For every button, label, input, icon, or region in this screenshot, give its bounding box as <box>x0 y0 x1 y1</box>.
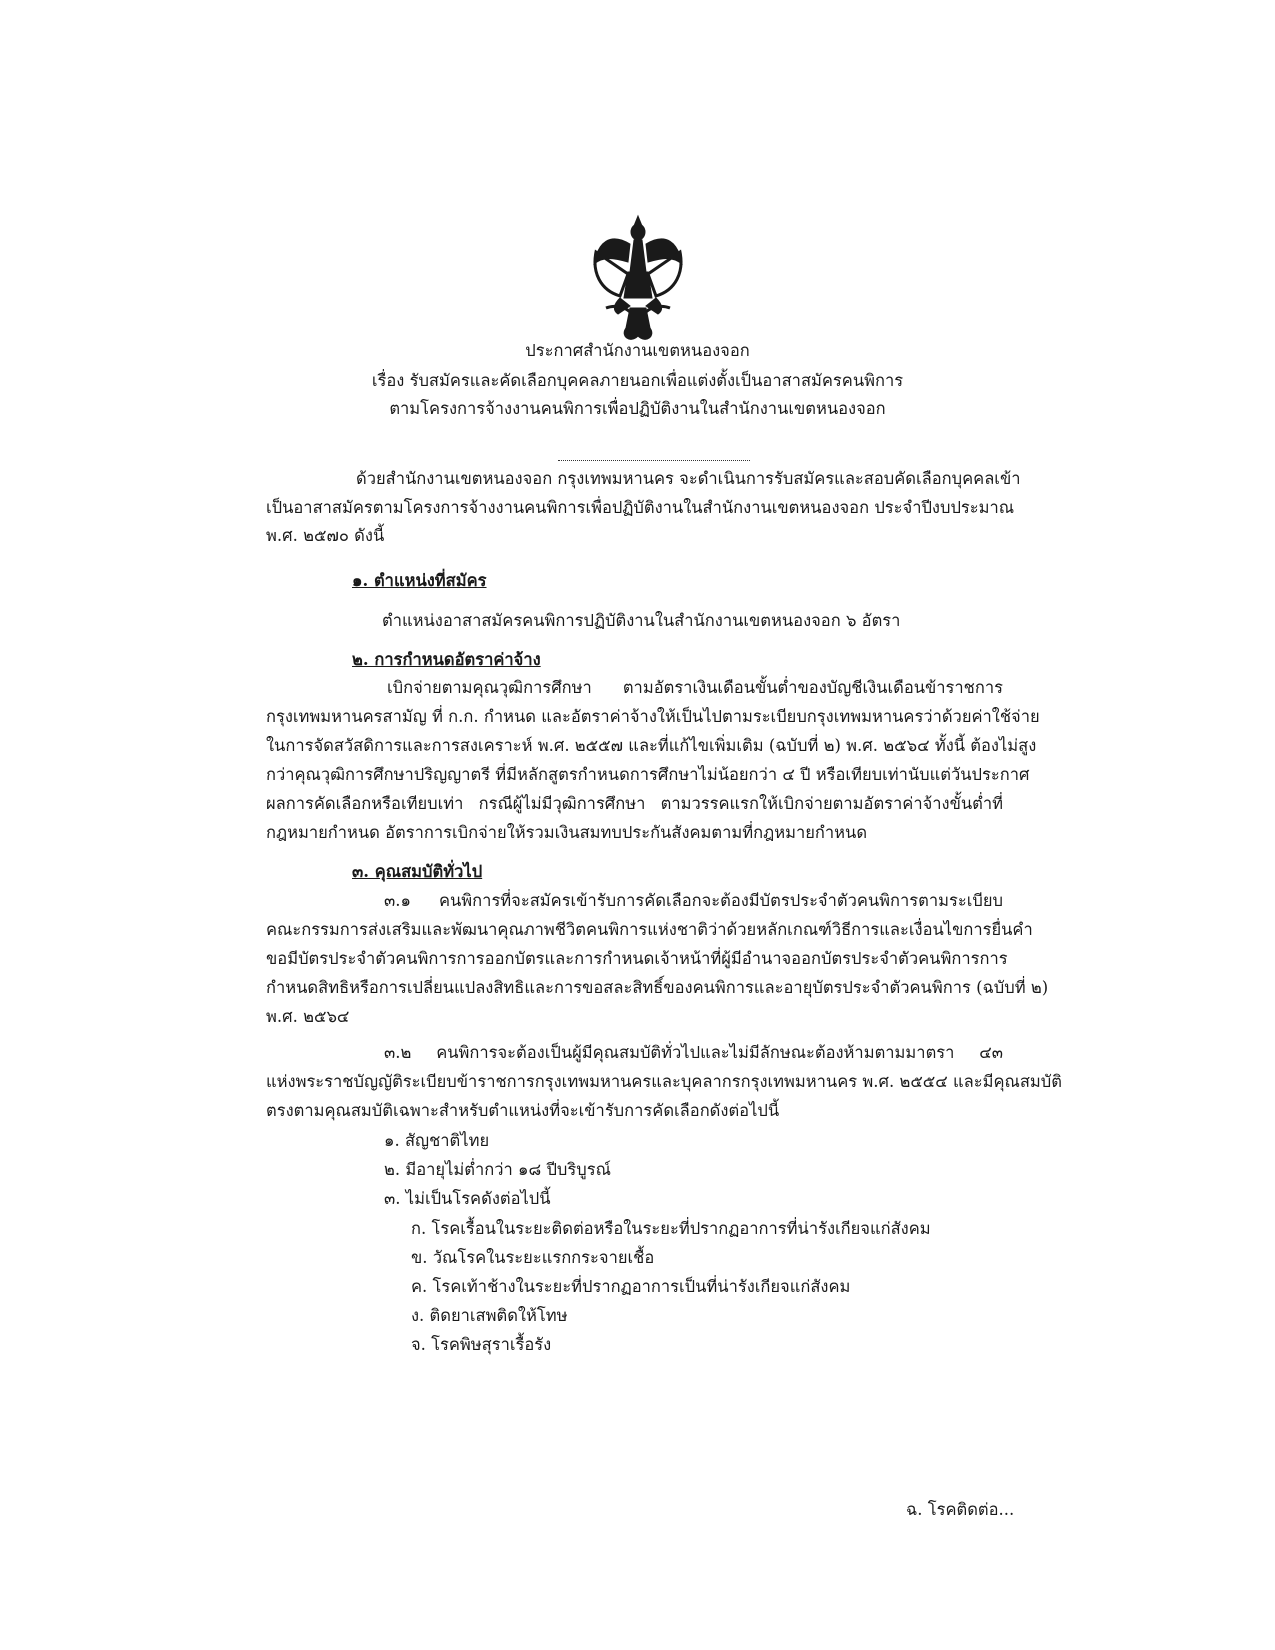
section-2-line: ในการจัดสวัสดิการและการสงเคราะห์ พ.ศ. ๒๕๕๗ และที่แก้ไขเพิ่มเติม (ฉบับที่ ๒) พ.ศ. ๒๕๖๔ ทั้งนี้ ต้องไม่สูง <box>266 736 1037 755</box>
section-2-heading: ๒. การกำหนดอัตราค่าจ้าง <box>352 650 541 669</box>
section-3-1-line: ขอมีบัตรประจำตัวคนพิการการออกบัตรและการกำหนดเจ้าหน้าที่ผู้มีอำนาจออกบัตรประจำตัวคนพิการการ <box>266 949 1008 968</box>
continuation-note: ฉ. โรคติดต่อ... <box>906 1500 1015 1519</box>
announcement-subject-line-2: ตามโครงการจ้างงานคนพิการเพื่อปฏิบัติงานในสำนักงานเขตหนองจอก <box>389 399 886 418</box>
disease-item: จ. โรคพิษสุราเรื้อรัง <box>411 1335 552 1354</box>
qualification-item: ๓. ไม่เป็นโรคดังต่อไปนี้ <box>384 1189 551 1208</box>
section-2-line: กว่าคุณวุฒิการศึกษาปริญญาตรี ที่มีหลักสูตรกำหนดการศึกษาไม่น้อยกว่า ๔ ปี หรือเทียบเท่านับแต่วันประกาศ <box>266 765 1030 784</box>
section-2-line: เบิกจ่ายตามคุณวุฒิการศึกษา ตามอัตราเงินเดือนขั้นต่ำของบัญชีเงินเดือนข้าราชการ <box>387 678 1003 697</box>
intro-line: เป็นอาสาสมัครตามโครงการจ้างงานคนพิการเพื่อปฏิบัติงานในสำนักงานเขตหนองจอก ประจำปีงบประมาณ <box>266 498 1015 517</box>
garuda-emblem-icon <box>590 212 686 346</box>
section-2-line: กฎหมายกำหนด อัตราการเบิกจ่ายให้รวมเงินสมทบประกันสังคมตามที่กฎหมายกำหนด <box>266 823 868 842</box>
header-divider <box>558 460 750 461</box>
announcement-subject-line-1: เรื่อง รับสมัครและคัดเลือกบุคคลภายนอกเพื่อแต่งตั้งเป็นอาสาสมัครคนพิการ <box>371 371 904 390</box>
section-1-heading: ๑. ตำแหน่งที่สมัคร <box>352 571 487 590</box>
disease-item: ข. วัณโรคในระยะแรกกระจายเชื้อ <box>411 1248 655 1267</box>
section-1-body: ตำแหน่งอาสาสมัครคนพิการปฏิบัติงานในสำนักงานเขตหนองจอก ๖ อัตรา <box>382 611 901 630</box>
section-3-1-line: คณะกรรมการส่งเสริมและพัฒนาคุณภาพชีวิตคนพิการแห่งชาติว่าด้วยหลักเกณฑ์วิธีการและเงื่อนไขการยื่นคำ <box>266 920 1033 939</box>
section-3-heading: ๓. คุณสมบัติทั่วไป <box>352 862 483 881</box>
section-2-line: กรุงเทพมหานครสามัญ ที่ ก.ก. กำหนด และอัตราค่าจ้างให้เป็นไปตามระเบียบกรุงเทพมหานครว่าด้วยค่าใช้จ่าย <box>266 707 1040 726</box>
section-3-2-line: ๓.๒ คนพิการจะต้องเป็นผู้มีคุณสมบัติทั่วไปและไม่มีลักษณะต้องห้ามตามมาตรา ๔๓ <box>384 1043 1003 1062</box>
section-2-line: ผลการคัดเลือกหรือเทียบเท่า กรณีผู้ไม่มีวุฒิการศึกษา ตามวรรคแรกให้เบิกจ่ายตามอัตราค่าจ้างขั้นต่ำที่ <box>266 794 1003 813</box>
section-3-2-line: แห่งพระราชบัญญัติระเบียบข้าราชการกรุงเทพมหานครและบุคลากรกรุงเทพมหานคร พ.ศ. ๒๕๕๔ และมีคุณสมบัติ <box>266 1072 1062 1091</box>
section-3-1-line: กำหนดสิทธิหรือการเปลี่ยนแปลงสิทธิและการขอสละสิทธิ์ของคนพิการและอายุบัตรประจำตัวคนพิการ (ฉบับที่ ๒) <box>266 978 1049 997</box>
section-3-1-line: ๓.๑ คนพิการที่จะสมัครเข้ารับการคัดเลือกจะต้องมีบัตรประจำตัวคนพิการตามระเบียบ <box>384 891 1003 910</box>
qualification-item: ๒. มีอายุไม่ต่ำกว่า ๑๘ ปีบริบูรณ์ <box>384 1160 611 1179</box>
disease-item: ง. ติดยาเสพติดให้โทษ <box>411 1306 568 1325</box>
disease-item: ก. โรคเรื้อนในระยะติดต่อหรือในระยะที่ปรากฏอาการที่น่ารังเกียจแก่สังคม <box>411 1219 931 1238</box>
section-3-1-line: พ.ศ. ๒๕๖๔ <box>266 1007 350 1026</box>
announcement-title: ประกาศสำนักงานเขตหนองจอก <box>525 341 750 360</box>
intro-line: พ.ศ. ๒๕๗๐ ดังนี้ <box>266 526 385 545</box>
section-3-2-line: ตรงตามคุณสมบัติเฉพาะสำหรับตำแหน่งที่จะเข้ารับการคัดเลือกดังต่อไปนี้ <box>266 1101 780 1120</box>
intro-line: ด้วยสำนักงานเขตหนองจอก กรุงเทพมหานคร จะดำเนินการรับสมัครและสอบคัดเลือกบุคคลเข้า <box>356 469 1021 488</box>
disease-item: ค. โรคเท้าช้างในระยะที่ปรากฏอาการเป็นที่น่ารังเกียจแก่สังคม <box>411 1277 851 1296</box>
qualification-item: ๑. สัญชาติไทย <box>384 1131 490 1150</box>
